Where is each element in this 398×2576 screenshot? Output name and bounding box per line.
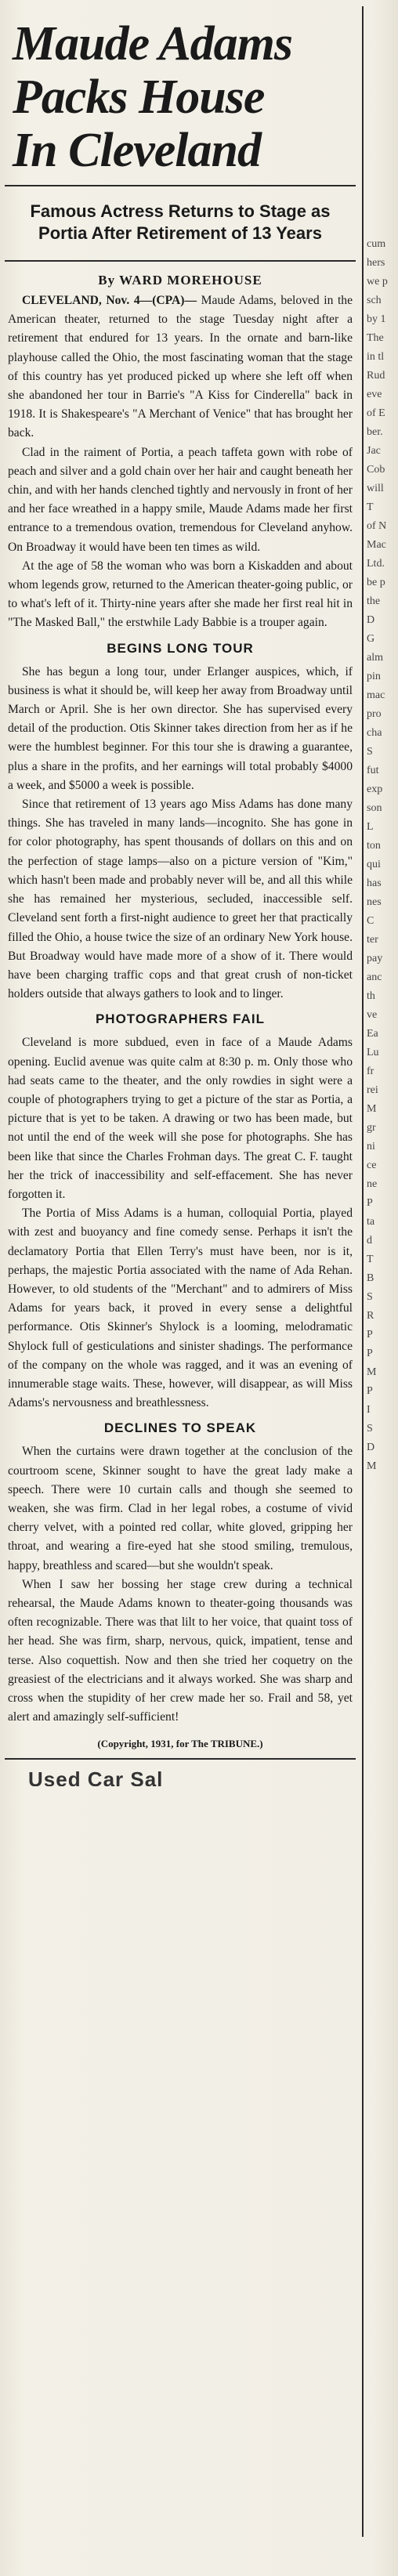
- adjacent-fragment: R: [367, 1310, 374, 1322]
- adjacent-fragment: eve: [367, 389, 382, 400]
- adjacent-fragment: ni: [367, 1141, 375, 1152]
- adjacent-fragment: pin: [367, 671, 381, 682]
- adjacent-fragment: T: [367, 1254, 374, 1265]
- lead-paragraph: [8, 291, 353, 443]
- adjacent-fragment: Rud: [367, 370, 385, 382]
- adjacent-fragment: of E: [367, 407, 385, 419]
- adjacent-fragment: we p: [367, 276, 388, 288]
- adjacent-fragment: T: [367, 501, 374, 513]
- adjacent-fragment: cha: [367, 727, 382, 739]
- adjacent-fragment: of N: [367, 520, 387, 532]
- adjacent-fragment: ce: [367, 1160, 377, 1171]
- adjacent-fragment: exp: [367, 783, 383, 795]
- adjacent-fragment: sch: [367, 295, 382, 306]
- byline: By WARD MOREHOUSE: [98, 273, 262, 288]
- adjacent-fragment: be p: [367, 577, 385, 588]
- adjacent-fragment: Lu: [367, 1047, 379, 1058]
- adjacent-fragment: Ltd.: [367, 558, 385, 570]
- adjacent-fragment: ter: [367, 934, 378, 946]
- subhead-begins-long-tour: BEGINS LONG TOUR: [107, 640, 254, 656]
- adjacent-fragment: in tl: [367, 351, 385, 363]
- adjacent-fragment: Jac: [367, 445, 381, 457]
- adjacent-fragment: ve: [367, 1009, 378, 1021]
- adjacent-fragment: th: [367, 990, 375, 1002]
- adjacent-fragment: hers: [367, 257, 385, 269]
- adjacent-fragment: M: [367, 1103, 377, 1115]
- adjacent-fragment: S: [367, 1423, 373, 1435]
- article-column: [5, 6, 364, 2537]
- paragraph: When I saw her bossing her stage crew during a technical rehearsal, the Maude Adams known to theater-going thousands was often recognizable. There was that lilt to her voice, that quaint toss of her head. She was firm, sharp, nervous, quick, impatient, tense and terse. Also coquettish. Now and then she tried her coquetry on the greasiest of the electricians and it always worked. She was sharp and cross when the stupidity of her crew made her so. Frail and 58, yet alert and amazingly self-sufficient!: [8, 1577, 353, 1724]
- adjacent-fragment: M: [367, 1366, 377, 1378]
- paragraph-text: Maude Adams, beloved in the American theater, returned to the stage Tuesday night after a retirement that endured for 13 years. In the ornate and barn-like playhouse called the Ohio, the most fascinating woman that the stage of this country has yet produced picked up where she left off when she abandoned her tour in Barrie's "A Kiss for Cinderella" back in 1918. It is Shakespeare's "A Merchant of Venice" that has brought her back.: [8, 294, 353, 440]
- paragraph: Clad in the raiment of Portia, a peach taffeta gown with robe of peach and silver and a gold chain over her hair and caught beneath her chin, and with her hands clenched tightly and nervously in front of her and her face wreathed in a happy smile, Maude Adams made her first entrance to a tremendous ovation, tremendous for Cleveland anyhow. On Broadway it would have been ten times as wild.: [8, 445, 353, 554]
- adjacent-fragment: has: [367, 877, 382, 889]
- adjacent-fragment: P: [367, 1348, 373, 1359]
- adjacent-fragment: B: [367, 1272, 374, 1284]
- adjacent-column-fragments: [367, 235, 396, 2350]
- headline-line-3: In Cleveland: [13, 124, 261, 177]
- adjacent-fragment: fut: [367, 765, 379, 776]
- adjacent-fragment: rei: [367, 1084, 378, 1096]
- adjacent-fragment: gr: [367, 1122, 376, 1134]
- adjacent-fragment: The: [367, 332, 384, 344]
- adjacent-fragment: I: [367, 1404, 371, 1416]
- next-headline-fragment: Used Car Sal: [28, 1767, 164, 1787]
- article-body: [5, 291, 356, 1727]
- adjacent-fragment: P: [367, 1197, 373, 1209]
- adjacent-fragment: pro: [367, 708, 382, 720]
- adjacent-fragment: d: [367, 1235, 372, 1246]
- deck-rule: [5, 260, 356, 262]
- paragraph: At the age of 58 the woman who was born a Kiskadden and about whom legends grow, returned to the American theater-going public, or to what's left of it. Thirty-nine years after she made her first real hit in "The Masked Ball," the erstwhile Lady Babbie is a trouper again.: [8, 559, 353, 630]
- adjacent-fragment: P: [367, 1329, 373, 1340]
- adjacent-fragment: M: [367, 1460, 377, 1472]
- adjacent-fragment: by 1: [367, 313, 386, 325]
- adjacent-fragment: Ea: [367, 1028, 378, 1040]
- adjacent-fragment: P: [367, 1385, 373, 1397]
- dateline: CLEVELAND, Nov. 4—(CPA)—: [22, 294, 197, 307]
- adjacent-fragment: the: [367, 595, 381, 607]
- adjacent-fragment: ton: [367, 840, 381, 852]
- adjacent-fragment: fr: [367, 1065, 374, 1077]
- paragraph: The Portia of Miss Adams is a human, colloquial Portia, played with zest and buoyancy and fine comedy sense. Perhaps it isn't the declamatory Portia that Ellen Terry's must have been, nor is it, perhaps, the majestic Portia associated with the name of Ada Rehan. However, to old students of the "Merchant" and to admirers of Miss Adams for years back, it proved in every sense a delightful performance. Otis Skinner's Shylock is a looming, melodramatic Shylock full of gesticulations and sinister shadings. The performance of the company on the whole was ragged, and it was an evening of innumerable stage waits. These, however, will disappear, as will Miss Adams's nervousness and breathlessness.: [8, 1207, 353, 1410]
- adjacent-fragment: S: [367, 1291, 373, 1303]
- paragraph: She has begun a long tour, under Erlanger auspices, which, if business is what it should be, will keep her away from Broadway until March or April. She is her own director. She has supervised every detail of the production. Otis Skinner takes direction from her as if he were the humblest beginner. For this tour she is drawing a guarantee, plus a share in the profits, and her earnings will total probably $4000 a week, and $5000 a week is possible.: [8, 664, 353, 792]
- adjacent-fragment: qui: [367, 859, 381, 870]
- bottom-rule: [5, 1758, 356, 1760]
- adjacent-fragment: Mac: [367, 539, 386, 551]
- copyright-credit: (Copyright, 1931, for The TRIBUNE.): [97, 1738, 263, 1750]
- paragraph: Since that retirement of 13 years ago Miss Adams has done many things. She has traveled in many lands—incognito. She has gone in for color photography, has spent thousands of dollars on this and on the perfection of stage lamps—also on a picture version of "Kim," which hasn't been made and probably never will be, and all this while she has remained her mysterious, secluded, inaccessible self. Cleveland sent forth a first-night audience to greet her that practically filled the Ohio, a house twice the size of an ordinary New York house. But Broadway would have made more of a show of it. There would have been charging traffic cops and that great crush of non-ticket holders outside that always gathers to look and to linger.: [8, 798, 353, 1001]
- adjacent-fragment: D: [367, 614, 375, 626]
- adjacent-fragment: mac: [367, 689, 385, 701]
- paragraph: When the curtains were drawn together at the conclusion of the courtroom scene, Skinner sought to have the great lady make a speech. There were 10 curtain calls and though she seemed to weaken, she was firm. Clad in her legal robes, a costume of vivid cherry velvet, with a pointed red collar, white gloved, gripping her throat, and wearing a fire-eyed hat she stood smiling, tremulous, happy, breathless and scared—but she wouldn't speak.: [8, 1445, 353, 1572]
- adjacent-fragment: son: [367, 802, 382, 814]
- adjacent-fragment: Cob: [367, 464, 385, 476]
- headline: [13, 17, 356, 177]
- adjacent-fragment: pay: [367, 953, 383, 964]
- headline-line-1: Maude Adams: [13, 17, 293, 71]
- headline-rule: [5, 185, 356, 186]
- adjacent-fragment: will: [367, 483, 384, 494]
- adjacent-fragment: L: [367, 821, 374, 833]
- adjacent-fragment: cum: [367, 238, 386, 250]
- paragraph: Cleveland is more subdued, even in face of a Maude Adams opening. Euclid avenue was quite calm at 8:30 p. m. Only those who had seats came to the theater, and the only rowdies in sight were a couple of photographers trying to get a picture of the star as Portia, a picture that is yet to be taken. A drawing or two has been made, but not until the end of the week will she pose for photographs. She has been like that since the Charles Frohman days. The great C. F. taught her the trick of inaccessibility and self-effacement. She has never forgotten it.: [8, 1036, 353, 1201]
- adjacent-fragment: ber.: [367, 426, 383, 438]
- deck-headline: Famous Actress Returns to Stage as Portia After Retirement of 13 Years: [30, 201, 331, 243]
- adjacent-fragment: anc: [367, 971, 382, 983]
- adjacent-fragment: ta: [367, 1216, 375, 1228]
- adjacent-fragment: nes: [367, 896, 382, 908]
- subhead-photographers-fail: PHOTOGRAPHERS FAIL: [95, 1011, 266, 1027]
- adjacent-fragment: S: [367, 746, 373, 758]
- adjacent-fragment: D: [367, 1442, 375, 1453]
- adjacent-fragment: C: [367, 915, 374, 927]
- adjacent-fragment: alm: [367, 652, 383, 664]
- headline-line-2: Packs House: [13, 71, 265, 124]
- adjacent-fragment: G: [367, 633, 375, 645]
- adjacent-fragment: ne: [367, 1178, 378, 1190]
- subhead-declines-to-speak: DECLINES TO SPEAK: [103, 1420, 257, 1436]
